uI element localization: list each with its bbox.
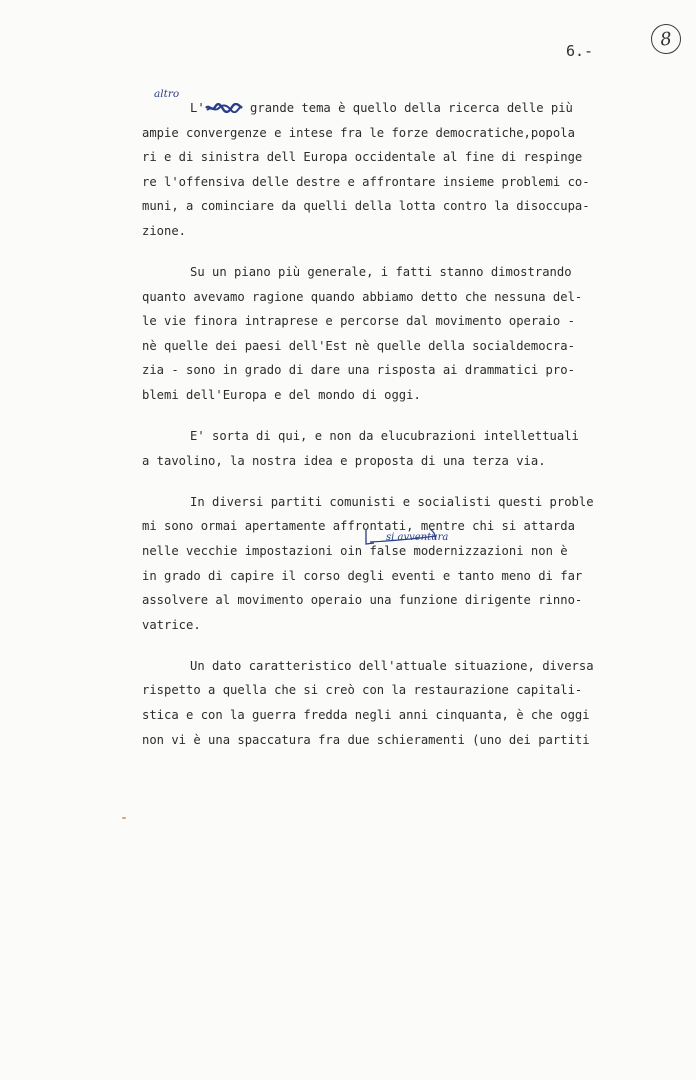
text-line-8: quanto avevamo ragione quando abbiamo detto che nessuna del- — [142, 289, 583, 304]
text-line-13: E' sorta di qui, e non da elucubrazioni intellettuali — [190, 429, 579, 444]
struck-out-word-scribble — [205, 103, 243, 113]
line-17-start: nelle vecchie impostazioni — [142, 544, 341, 558]
text-line-21: Un dato caratteristico dell'attuale situazione, diversa — [190, 658, 594, 673]
line-1-end: grande tema è quello della ricerca delle più — [250, 101, 573, 115]
circled-page-number: 8 — [650, 23, 683, 56]
text-line-7: Su un piano più generale, i fatti stanno dimostrando — [190, 265, 572, 280]
line-17-end: in false modernizzazioni non è — [347, 544, 568, 558]
typed-text-body — [142, 88, 662, 752]
text-line-19: assolvere al movimento operaio una funzione dirigente rinno- — [142, 593, 583, 608]
text-line-11: zia - sono in grado di dare una risposta ai drammatici pro- — [142, 363, 575, 378]
text-line-22: rispetto a quella che si creò con la restaurazione capitali- — [142, 683, 583, 698]
text-line-24: non vi è una spaccatura fra due schieramenti (uno dei partiti — [142, 732, 590, 747]
text-line-18: in grado di capire il corso degli eventi e tanto meno di far — [142, 568, 583, 583]
text-line-9: le vie finora intraprese e percorse dal movimento operaio - — [142, 314, 575, 329]
margin-mark — [122, 817, 126, 819]
line-1-start: L' — [190, 101, 205, 115]
text-line-2: ampie convergenze e intese fra le forze democratiche,popola — [142, 125, 575, 140]
text-line-14: a tavolino, la nostra idea e proposta di una terza via. — [142, 453, 546, 468]
text-line-12: blemi dell'Europa e del mondo di oggi. — [142, 388, 421, 403]
text-line-1 — [142, 88, 573, 121]
text-line-17 — [142, 532, 568, 564]
page-number: 6.- — [566, 42, 594, 60]
line-17-word-o: o — [340, 544, 348, 558]
text-line-15: In diversi partiti comunisti e socialisti questi proble — [190, 494, 594, 509]
text-line-3: ri e di sinistra dell Europa occidentale al fine di respinge — [142, 150, 583, 165]
text-line-6: zione. — [142, 223, 187, 238]
text-line-10: nè quelle dei paesi dell'Est nè quelle della socialdemocra- — [142, 338, 575, 353]
text-line-16: mi sono ormai apertamente affrontati, mentre chi si attarda — [142, 519, 575, 534]
handwritten-insertion-si-avventura: si avventura — [386, 532, 449, 543]
text-line-5: muni, a cominciare da quelli della lotta contro la disoccupa- — [142, 199, 590, 214]
text-line-20: vatrice. — [142, 617, 201, 632]
text-line-23: stica e con la guerra fredda negli anni cinquanta, è che oggi — [142, 708, 590, 723]
handwritten-insertion-altro: altro — [154, 88, 180, 100]
text-line-4: re l'offensiva delle destre e affrontare insieme problemi co- — [142, 174, 590, 189]
